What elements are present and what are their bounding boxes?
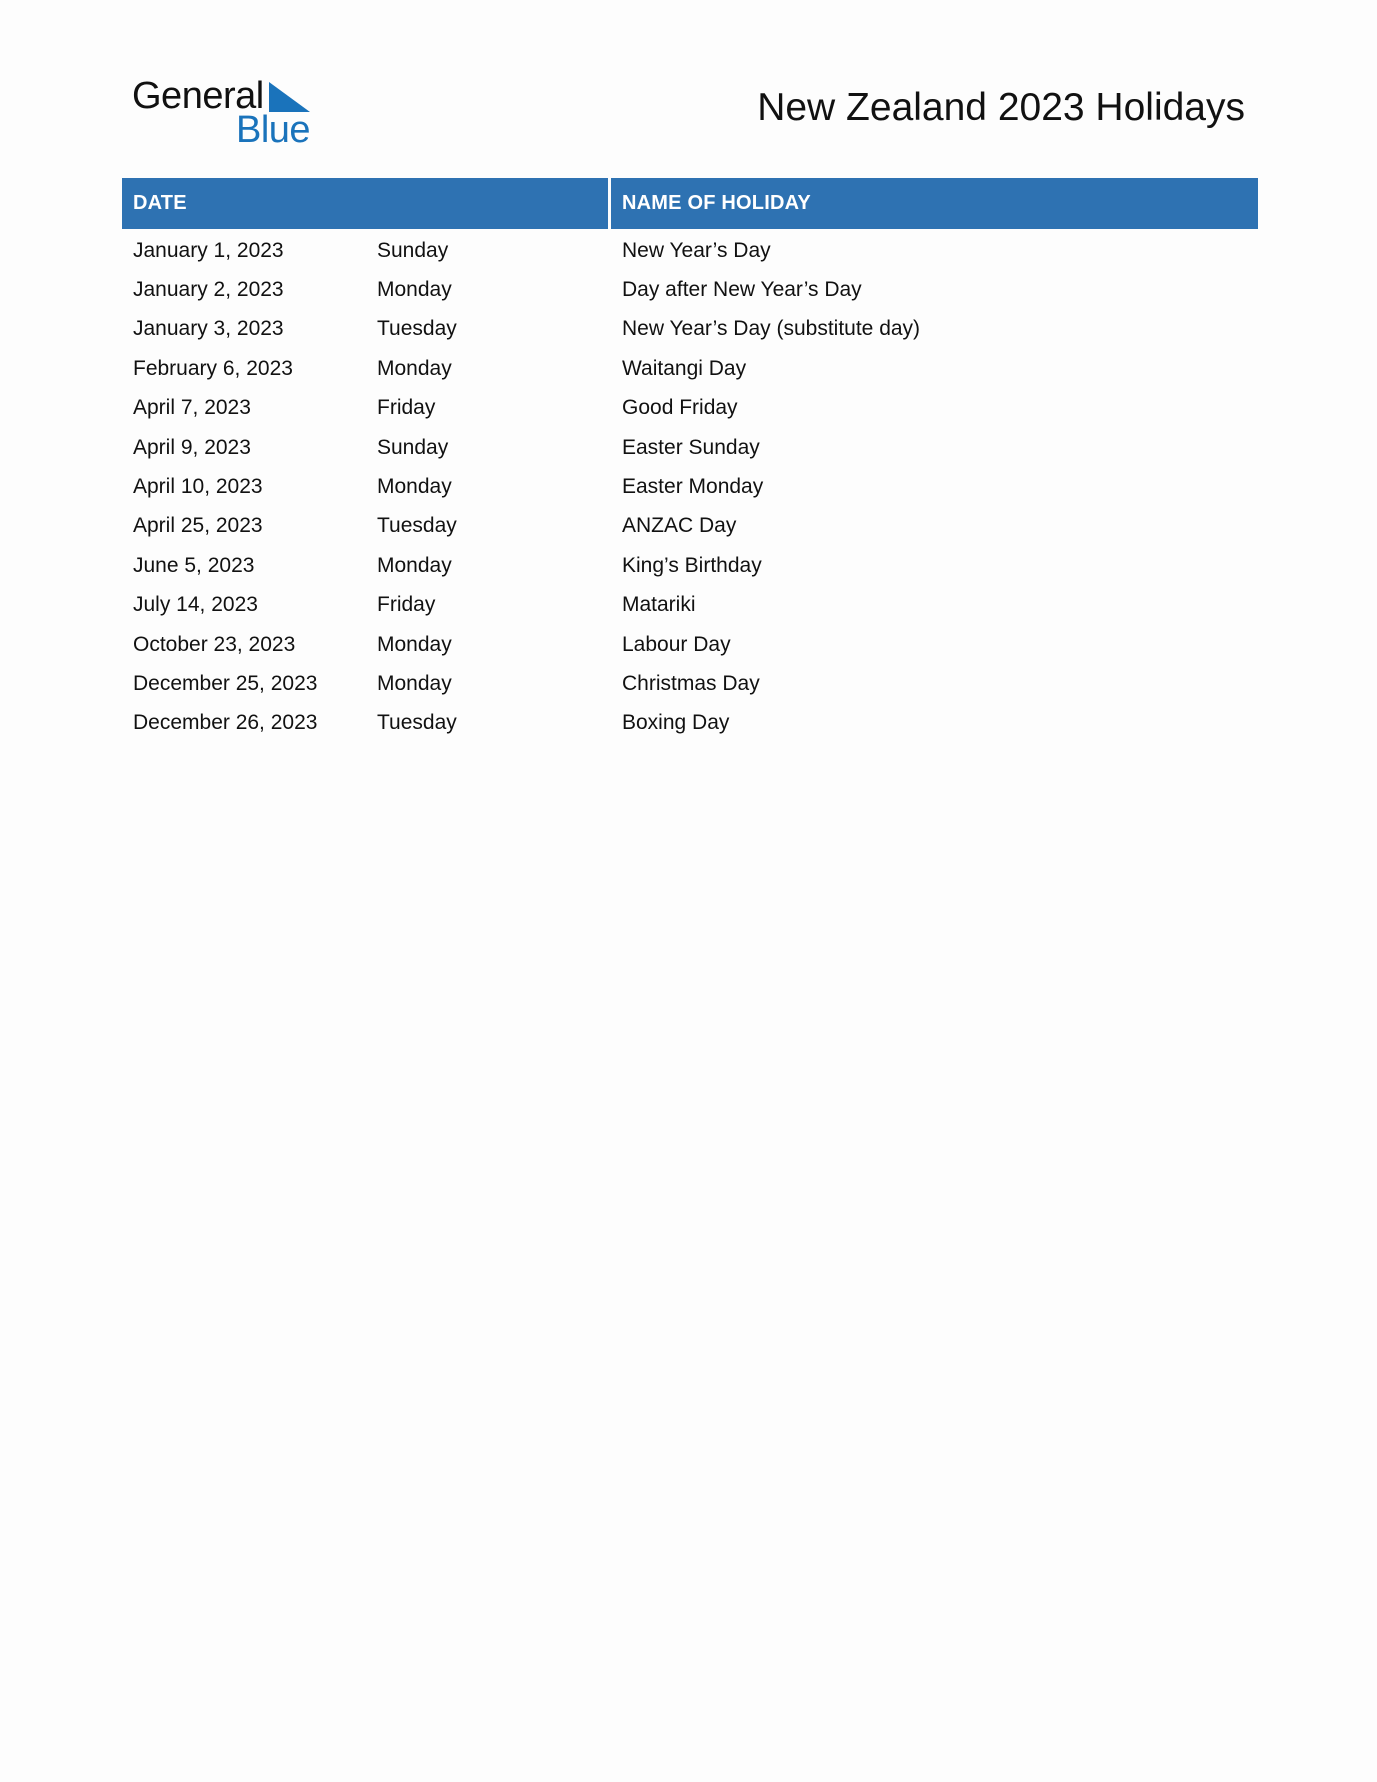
column-header-date: DATE: [122, 178, 608, 229]
holiday-name: Easter Sunday: [622, 435, 760, 459]
holiday-date: April 10, 2023: [133, 475, 263, 499]
holiday-name: New Year’s Day: [622, 238, 771, 262]
table-row: [122, 349, 1258, 388]
holiday-name: Easter Monday: [622, 475, 764, 499]
holiday-weekday: Monday: [377, 671, 452, 695]
holiday-name: Christmas Day: [622, 671, 760, 695]
holiday-name: Waitangi Day: [622, 356, 747, 380]
holiday-date: January 2, 2023: [133, 278, 284, 302]
page-title: New Zealand 2023 Holidays: [757, 86, 1245, 129]
holiday-date: February 6, 2023: [133, 356, 293, 380]
logo-triangle-icon: [269, 82, 310, 112]
table-row: [122, 389, 1258, 428]
holiday-weekday: Tuesday: [377, 514, 457, 538]
holiday-weekday: Monday: [377, 278, 452, 302]
logo-text-general: General: [132, 75, 264, 117]
holiday-date: April 25, 2023: [133, 514, 263, 538]
table-row: [122, 704, 1258, 743]
table-row: [122, 546, 1258, 585]
holiday-date: January 3, 2023: [133, 317, 284, 341]
holidays-table: [122, 178, 1258, 743]
holiday-name: ANZAC Day: [622, 514, 737, 538]
holiday-name: Labour Day: [622, 632, 731, 656]
holiday-date: June 5, 2023: [133, 553, 255, 577]
holiday-date: October 23, 2023: [133, 632, 296, 656]
logo-text-blue: Blue: [236, 109, 311, 151]
holiday-weekday: Monday: [377, 632, 452, 656]
holiday-name: Good Friday: [622, 396, 738, 420]
holiday-weekday: Friday: [377, 593, 436, 617]
table-row: [122, 310, 1258, 349]
table-row: [122, 467, 1258, 506]
holiday-name: Day after New Year’s Day: [622, 278, 862, 302]
holiday-date: January 1, 2023: [133, 238, 284, 262]
holiday-weekday: Friday: [377, 396, 436, 420]
holiday-weekday: Sunday: [377, 238, 449, 262]
holiday-weekday: Sunday: [377, 435, 449, 459]
table-row: [122, 586, 1258, 625]
table-row: [122, 507, 1258, 546]
generalblue-logo: [132, 76, 322, 152]
holiday-date: December 26, 2023: [133, 711, 318, 735]
holiday-weekday: Monday: [377, 475, 452, 499]
table-body: [122, 229, 1258, 743]
holiday-name: King’s Birthday: [622, 553, 762, 577]
holiday-weekday: Tuesday: [377, 711, 457, 735]
column-header-holiday-name: NAME OF HOLIDAY: [611, 178, 1258, 229]
table-row: [122, 625, 1258, 664]
table-header: [122, 178, 1258, 229]
holiday-weekday: Monday: [377, 356, 452, 380]
holiday-weekday: Tuesday: [377, 317, 457, 341]
holiday-name: Matariki: [622, 593, 696, 617]
table-row: [122, 270, 1258, 309]
holiday-date: December 25, 2023: [133, 671, 318, 695]
holiday-date: April 9, 2023: [133, 435, 251, 459]
table-row: [122, 231, 1258, 270]
holiday-date: April 7, 2023: [133, 396, 251, 420]
table-row: [122, 428, 1258, 467]
table-row: [122, 664, 1258, 703]
holiday-weekday: Monday: [377, 553, 452, 577]
holiday-name: New Year’s Day (substitute day): [622, 317, 921, 341]
holiday-date: July 14, 2023: [133, 593, 258, 617]
holiday-name: Boxing Day: [622, 711, 730, 735]
